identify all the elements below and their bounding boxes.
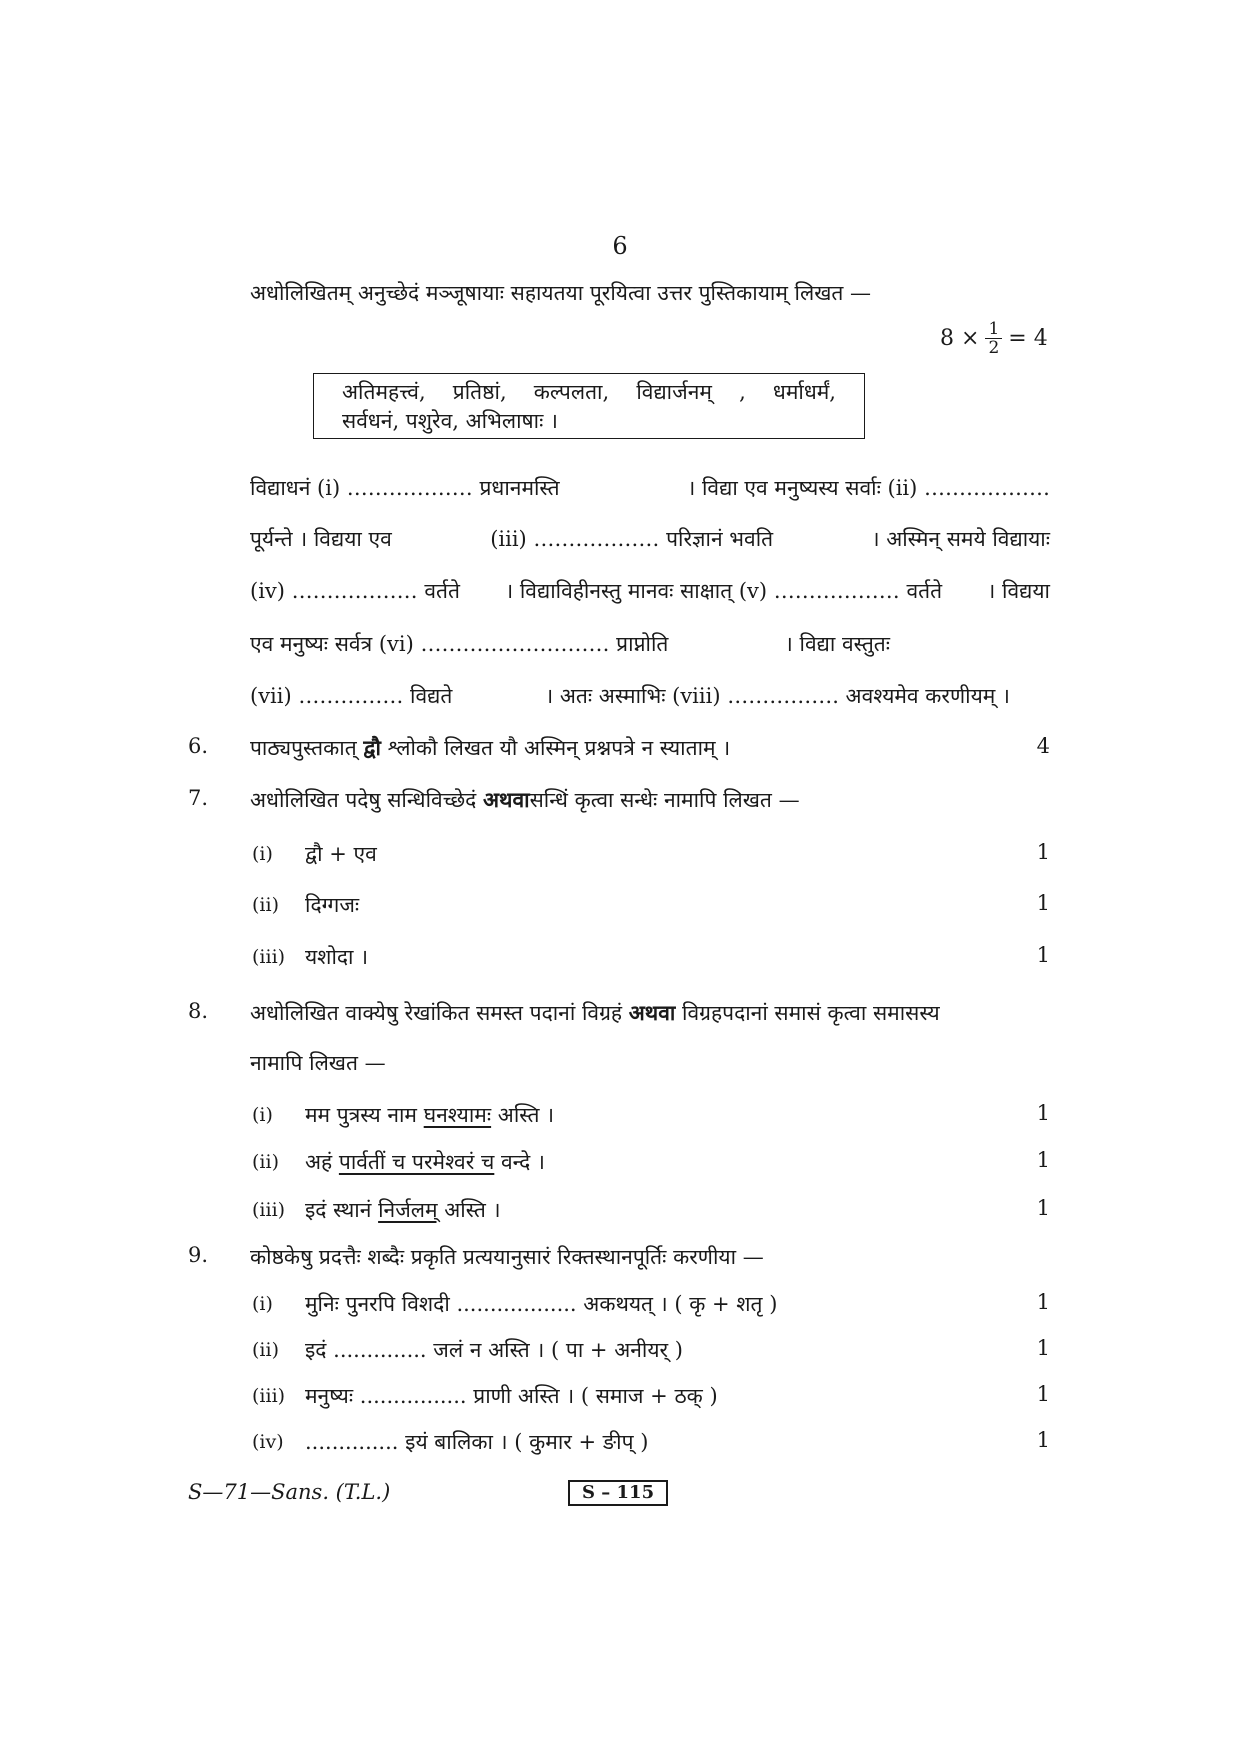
q9-item-marks: 1	[1036, 1290, 1050, 1314]
paragraph-segment: । विद्या वस्तुतः	[784, 632, 890, 656]
q9-item-roman: (ii)	[252, 1339, 279, 1361]
word-box-line-2: सर्वधनं, पशुरेव, अभिलाषाः ।	[342, 409, 558, 433]
q8-item-text	[305, 1148, 545, 1176]
q5-marks-fraction	[985, 320, 1002, 357]
q7-item-text: यशोदा ।	[305, 945, 369, 969]
paragraph-segment: (vii) …………… विद्यते	[250, 684, 453, 708]
q9-item-text: मनुष्यः ................ प्राणी अस्ति । ( समाज + ठक् )	[305, 1384, 718, 1408]
q8-item-pre: अहं	[305, 1150, 333, 1174]
q9-item-text: .............. इयं बालिका । ( कुमार + ङीप् )	[305, 1430, 649, 1454]
q8-item-post: अस्ति ।	[497, 1103, 555, 1127]
q6-text	[250, 734, 730, 762]
q8-text-part: अधोलिखित वाक्येषु रेखांकित समस्त पदानां विग्रहं	[250, 1001, 623, 1025]
paragraph-line	[250, 682, 1010, 710]
q8-item-underlined: पार्वतीं च परमेश्वरं च	[338, 1150, 495, 1174]
q9-item-marks: 1	[1036, 1428, 1050, 1452]
q5-marks-rhs: = 4	[1008, 326, 1048, 351]
q5-marks-numerator: 1	[985, 320, 1002, 339]
q9-text: कोष्ठकेषु प्रदत्तैः शब्दैः प्रकृति प्रत्ययानुसारं रिक्तस्थानपूर्तिः करणीया —	[250, 1245, 764, 1269]
paragraph-segment: पूर्यन्ते । विद्यया एव	[250, 527, 392, 551]
q9-item-marks: 1	[1036, 1382, 1050, 1406]
q8-item-roman: (ii)	[252, 1151, 279, 1173]
q7-number: 7.	[188, 786, 209, 810]
paragraph-segment: (iii) ……………… परिज्ञानं भवति	[490, 527, 774, 551]
q9-item-text: इदं .............. जलं न अस्ति । ( पा + अनीयर् )	[305, 1338, 683, 1362]
q5-instruction: अधोलिखितम् अनुच्छेदं मञ्जूषायाः सहायतया पूरयित्वा उत्तर पुस्तिकायाम् लिखत —	[250, 281, 872, 305]
q8-item-post: वन्दे ।	[501, 1150, 545, 1174]
paragraph-line	[250, 577, 1050, 605]
paragraph-segment: (iv) ……………… वर्तते	[250, 579, 460, 603]
q5-marks-lhs: 8 ×	[940, 326, 980, 351]
word-box-word: प्रतिष्ठां,	[452, 380, 507, 404]
word-box-word: ,	[739, 380, 746, 404]
paragraph-segment: । अतः अस्माभिः (viii) ……………. अवश्यमेव करणीयम् ।	[545, 684, 1010, 708]
word-box-word: अतिमहत्त्वं,	[342, 380, 426, 404]
q6-text-part: श्लोकौ लिखत यौ अस्मिन् प्रश्नपत्रे न स्याताम् ।	[387, 736, 731, 760]
footer-paper-code: S—71—Sans. (T.L.)	[188, 1480, 391, 1504]
q6-text-part: पाठ्यपुस्तकात्	[250, 736, 357, 760]
q8-text-part: विग्रहपदानां समासं कृत्वा समासस्य	[682, 1001, 940, 1025]
q8-number: 8.	[188, 999, 209, 1023]
q9-item-text: मुनिः पुनरपि विशदी .................. अकथयत् । ( कृ + शतृ )	[305, 1292, 778, 1316]
paragraph-line	[250, 630, 890, 658]
q9-item-roman: (i)	[252, 1293, 273, 1315]
q8-item-pre: मम पुत्रस्य नाम	[305, 1103, 417, 1127]
q7-item-text: द्वौ + एव	[305, 842, 377, 866]
paragraph-segment: । अस्मिन् समये विद्यायाः	[871, 527, 1050, 551]
q8-item-underlined: निर्जलम्	[378, 1198, 438, 1222]
q7-item-marks: 1	[1036, 840, 1050, 864]
paragraph-line	[250, 474, 1050, 502]
word-box-line-1	[342, 378, 836, 407]
q8-item-roman: (i)	[252, 1104, 273, 1126]
q7-text-part: सन्धिं कृत्वा सन्धेः नामापि लिखत —	[529, 788, 800, 812]
q7-text	[250, 786, 800, 814]
q8-item-marks: 1	[1036, 1148, 1050, 1172]
q7-item-marks: 1	[1036, 891, 1050, 915]
word-box-word: विद्यार्जनम्	[636, 380, 712, 404]
q7-item-marks: 1	[1036, 943, 1050, 967]
q7-text-bold: अथवा	[483, 787, 530, 812]
word-box-word: धर्माधर्मं,	[772, 380, 836, 404]
q7-text-part: अधोलिखित पदेषु सन्धिविच्छेदं	[250, 788, 477, 812]
paragraph-line	[250, 525, 1050, 553]
word-box	[313, 373, 865, 439]
footer-series-code: S – 115	[568, 1480, 668, 1506]
q6-marks: 4	[1036, 734, 1050, 758]
q8-item-text	[305, 1101, 554, 1129]
q6-number: 6.	[188, 734, 209, 758]
q7-item-roman: (iii)	[252, 946, 286, 968]
paragraph-segment: । विद्यया	[987, 579, 1050, 603]
paragraph-segment: एव मनुष्यः सर्वत्र (vi) ……………………… प्राप्नोति	[250, 632, 669, 656]
q9-item-roman: (iii)	[252, 1385, 286, 1407]
q5-marks	[940, 320, 1048, 357]
q6-text-bold: द्वौ	[363, 735, 381, 760]
q9-item-roman: (iv)	[252, 1431, 284, 1453]
paragraph-segment: । विद्याविहीनस्तु मानवः साक्षात् (v) ……………… वर्तते	[505, 579, 943, 603]
page-number: 6	[612, 232, 628, 260]
word-box-word: कल्पलता,	[533, 380, 610, 404]
paragraph-segment: विद्याधनं (i) ……………… प्रधानमस्ति	[250, 476, 560, 500]
q8-text	[250, 999, 940, 1027]
paragraph-segment: । विद्या एव मनुष्यस्य सर्वाः (ii) ………………	[687, 476, 1050, 500]
q8-item-roman: (iii)	[252, 1199, 286, 1221]
q8-item-marks: 1	[1036, 1101, 1050, 1125]
q9-number: 9.	[188, 1243, 209, 1267]
q8-item-post: अस्ति ।	[444, 1198, 501, 1222]
q8-item-pre: इदं स्थानं	[305, 1198, 372, 1222]
q7-item-roman: (i)	[252, 843, 273, 865]
q8-text-line-2: नामापि लिखत —	[250, 1051, 386, 1075]
q8-item-text	[305, 1196, 501, 1224]
q7-item-roman: (ii)	[252, 894, 279, 916]
q7-item-text: दिग्गजः	[305, 893, 360, 917]
q9-item-marks: 1	[1036, 1336, 1050, 1360]
q8-item-underlined: घनश्यामः	[423, 1103, 492, 1127]
q8-item-marks: 1	[1036, 1196, 1050, 1220]
q5-marks-denominator: 2	[988, 338, 1000, 358]
q8-text-bold: अथवा	[628, 1000, 676, 1025]
